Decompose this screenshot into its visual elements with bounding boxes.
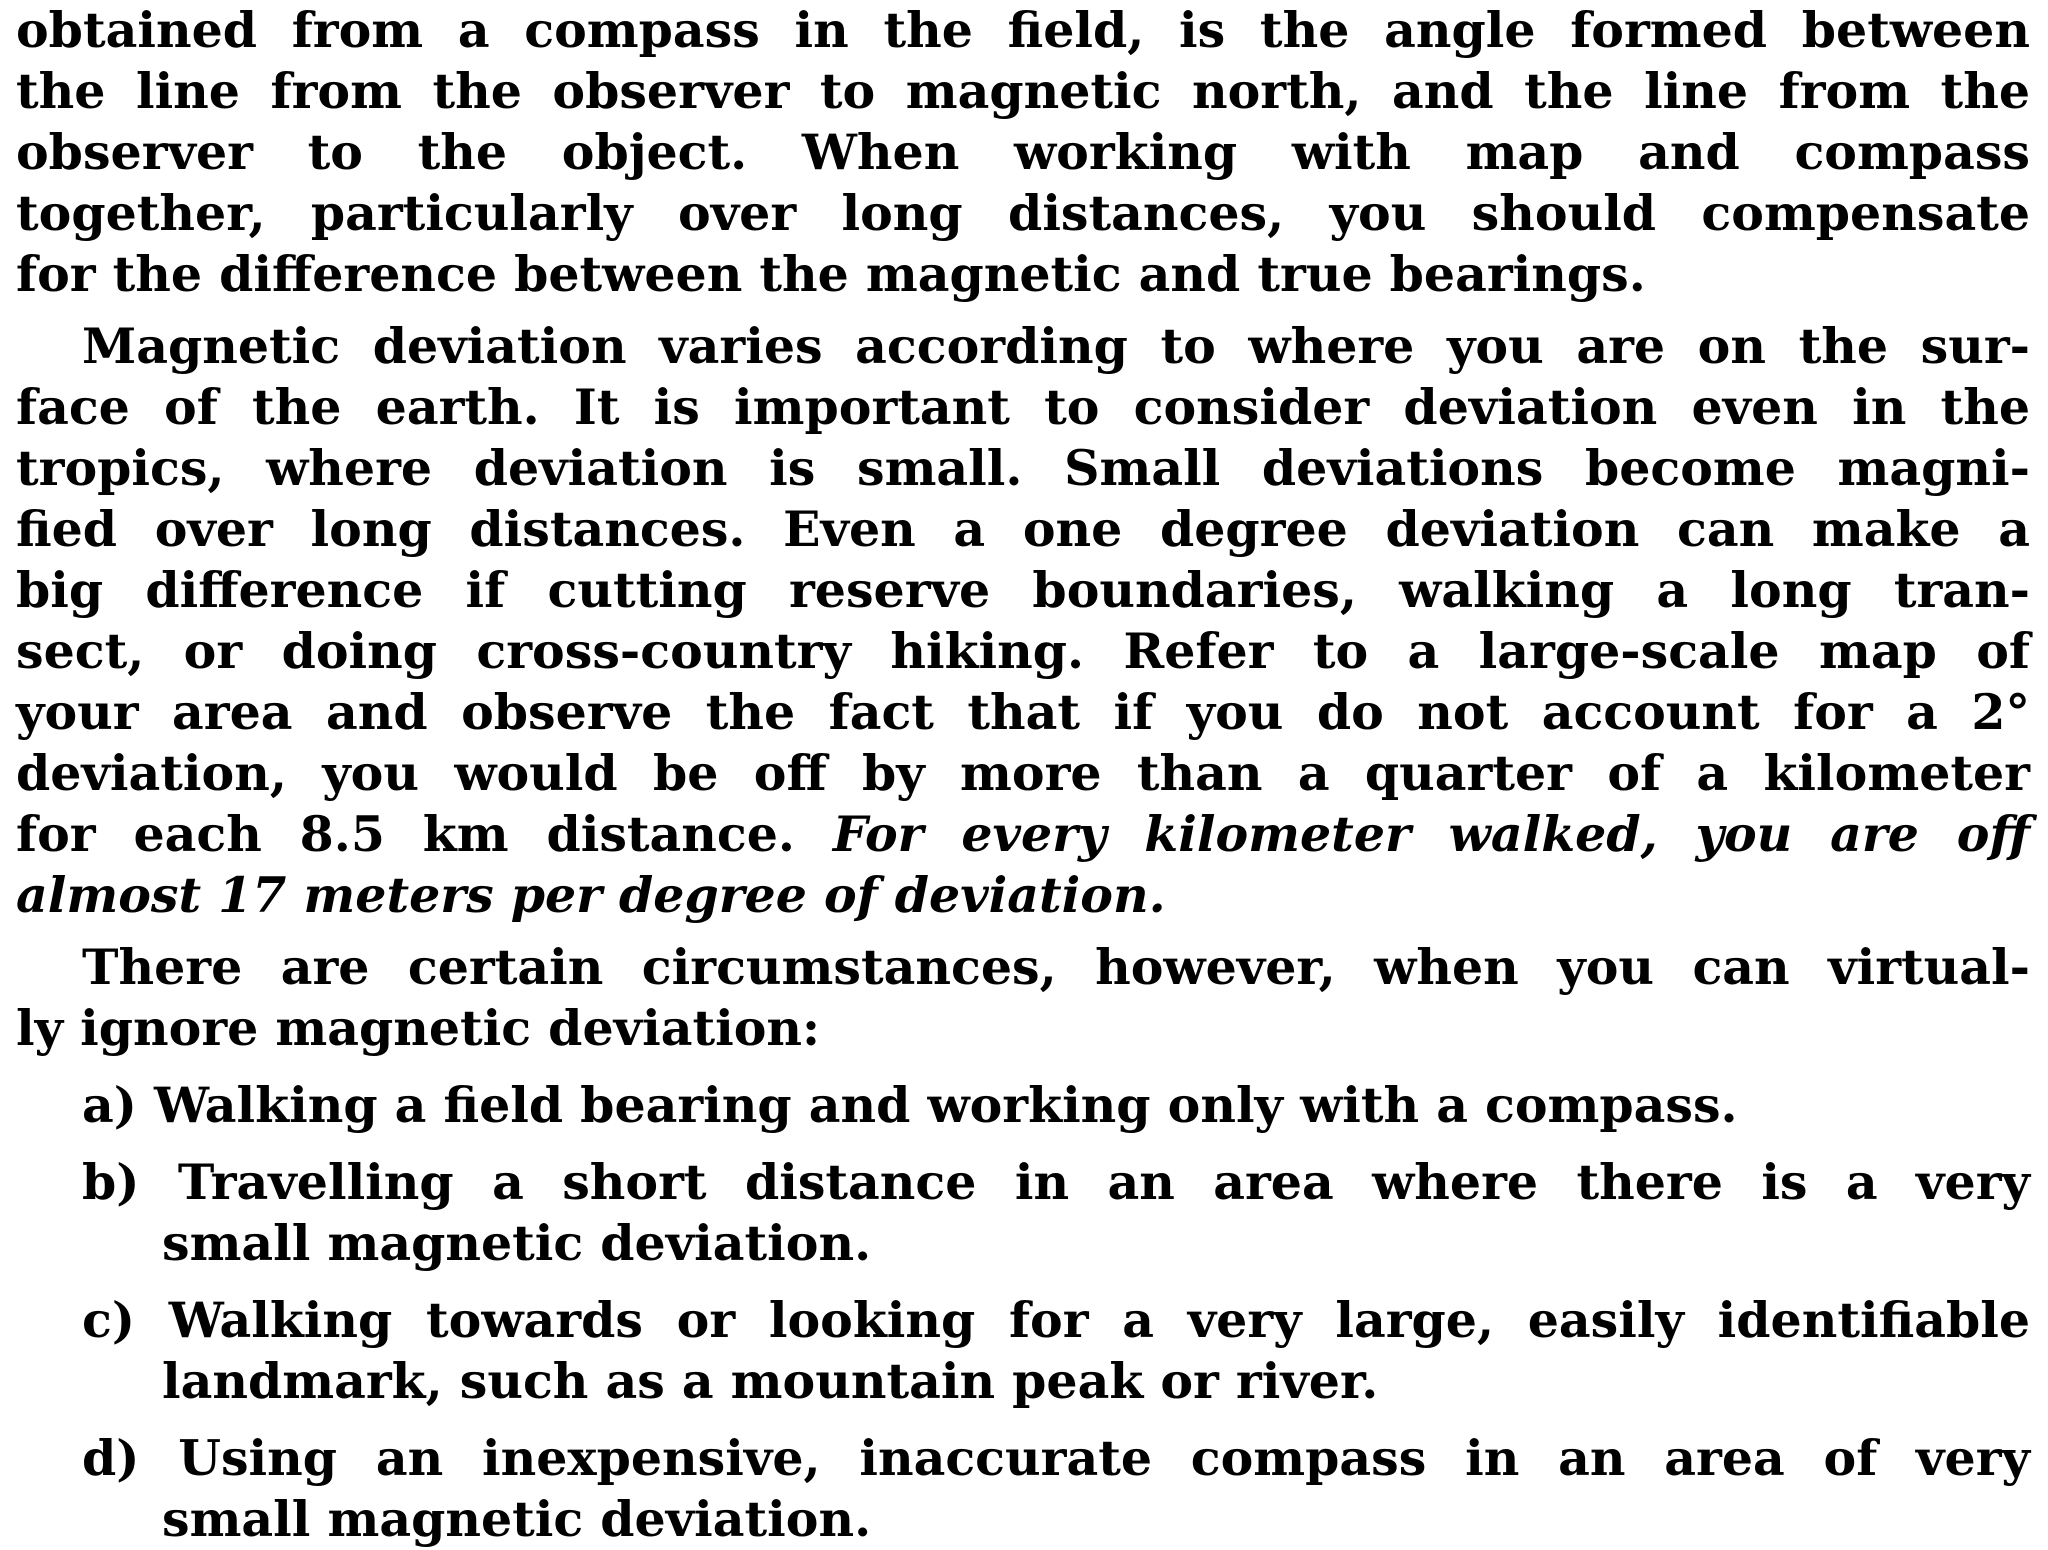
text-line: ly ignore magnetic deviation: bbox=[16, 999, 821, 1057]
list-item-a bbox=[16, 1075, 2030, 1136]
list-item-c bbox=[16, 1290, 2030, 1412]
text-line: observer to the object. When working with map and compass bbox=[16, 123, 2030, 181]
paragraph-3 bbox=[16, 937, 2030, 1059]
text-line: obtained from a compass in the field, is the angle formed between bbox=[16, 1, 2030, 59]
list-item-line: small magnetic deviation. bbox=[162, 1490, 872, 1548]
text-line: There are certain circumstances, however, when you can virtual- bbox=[82, 938, 2030, 996]
list-item-line: b) Travelling a short distance in an area where there is a very bbox=[82, 1153, 2030, 1211]
text-line: Magnetic deviation varies according to where you are on the sur- bbox=[82, 317, 2030, 375]
text-line: deviation, you would be off by more than a quarter of a kilometer bbox=[16, 744, 2030, 802]
document-page bbox=[16, 0, 2030, 1550]
text-line: sect, or doing cross-country hiking. Refer to a large-scale map of bbox=[16, 622, 2030, 680]
text-line: the line from the observer to magnetic north, and the line from the bbox=[16, 62, 2030, 120]
text-line: fied over long distances. Even a one degree deviation can make a bbox=[16, 500, 2030, 558]
list bbox=[16, 1075, 2030, 1550]
text-line: face of the earth. It is important to consider deviation even in the bbox=[16, 378, 2030, 436]
list-item-line: landmark, such as a mountain peak or river. bbox=[162, 1352, 1379, 1410]
text-line-mixed bbox=[16, 804, 2030, 865]
text-line: your area and observe the fact that if you do not account for a 2° bbox=[16, 683, 2030, 741]
list-item-b bbox=[16, 1152, 2030, 1274]
text-line: for the difference between the magnetic and true bearings. bbox=[16, 245, 1646, 303]
list-item-line: c) Walking towards or looking for a very large, easily identifiable bbox=[82, 1291, 2030, 1349]
paragraph-1 bbox=[16, 0, 2030, 305]
text-line: big difference if cutting reserve boundaries, walking a long tran- bbox=[16, 561, 2030, 619]
text-plain: for each 8.5 km distance. bbox=[16, 805, 833, 863]
list-item-line: a) Walking a field bearing and working only with a compass. bbox=[82, 1076, 1738, 1134]
text-line: tropics, where deviation is small. Small deviations become magni- bbox=[16, 439, 2030, 497]
text-italic: For every kilometer walked, you are off bbox=[832, 805, 2030, 863]
list-item-line: small magnetic deviation. bbox=[162, 1214, 872, 1272]
paragraph-2 bbox=[16, 316, 2030, 926]
list-item-d bbox=[16, 1428, 2030, 1550]
text-line: together, particularly over long distances, you should compensate bbox=[16, 184, 2030, 242]
list-item-line: d) Using an inexpensive, inaccurate compass in an area of very bbox=[82, 1429, 2030, 1487]
text-line-italic: almost 17 meters per degree of deviation. bbox=[16, 866, 1166, 924]
